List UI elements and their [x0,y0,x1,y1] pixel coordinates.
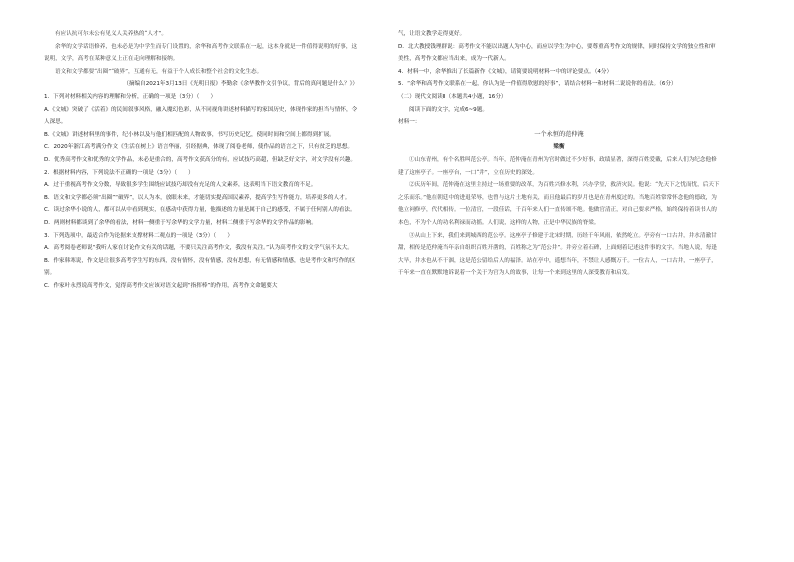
intro-paragraph: 余华的文学话语修养，也未必是为中学生而专门设置的，余华和高考作文联系在一起，这本身就是一件值得说明的好事，这说明，文学，高考在某种意义上正在走向理解和接纳。 [44,43,358,63]
question-5: 5．“余华和高考作文联系在一起，你认为是一件值得欣慰的好事”，请结合材料一和材料二说说你的看法。（6分） [398,81,677,88]
right-column [398,28,720,280]
question-1-option-c: C．2020年浙江高考满分作文《生活在树上》语言华丽，引经据典，体现了阅卷老师，使作品的语言之下，只有贫乏的思想。 [44,144,354,151]
essay-paragraph: ①山东青州，有个名胜叫范公亭。当年，范仲淹在青州为官时做过不少好事，政绩显著，深得百姓爱戴，后来人们为纪念他修建了这座亭子。一座亭台，一口“井”，立在历史的深处。 [398,156,717,176]
question-3-option-b: B．作家韩寒说，作文是让很多高考学生写的东西，没有情怀，没有情感，没有思想，有无情感和情感，也是考作文和写作的区别。 [44,257,356,277]
left-column [44,28,360,292]
intro-paragraph: 语文和文学都要“出圈”“破界”，互通有无，有益于个人成长和整个社会的文化生态。 [55,68,263,75]
material-label: 材料一： [398,119,421,126]
question-3-stem: 3．下列选项中，最适合作为论据来支撑材料二观点的一项是（3分）（ ） [44,232,233,239]
question-1-stem: 1．下列对材料相关内容的理解和分析，正确的一项是（3分）（ ） [44,93,217,100]
intro-paragraph: 有应认抗可尔未公有见义人关养热的“人才”。 [55,31,168,37]
question-2-option-d: D．两则材料都谈到了余华的看法，材料一侧重于写余华的文学力量，材料二侧重于写余华的文学作品的影响。 [44,219,317,226]
question-3-option-d: D．北大教授钱理群说：高考作文不能以出题人为中心，而应以学生为中心，要尊重高考作文的规律，同时保持文学的独立性和审美性，高考作文都应当出来，成为一代新人。 [398,43,716,63]
question-2-stem: 2．根据材料内容，下列说法不正确的一项是（3分）（ ） [44,169,194,176]
question-3-option-a: A．高考阅卷老师说“我听人家在讨论作文有关的话题，不要只关注高考作文，我没有关注。”认为高考作文的文学气氛不太大。 [44,245,353,252]
question-1-option-d: D．优秀高考作文和优秀的文学作品，未必是重合的，高考作文获高分的有，应试技巧高超，但缺乏好文字，对文学没有兴趣。 [44,156,356,163]
reading-instruction: 阅读下面的文字，完成6~9题。 [409,106,488,113]
question-2-option-b: B．语文和文学都必须“出圈”“破界”，以人为本，放眼未来，才能切实提高国民素养，提高学生写作能力，培养更多的人才。 [44,194,351,201]
question-2-option-c: C．读过余华小说的人，都可以从中看到现实，在感动中获得力量，他描述的力量是属于自己的感受，不属于任何别人的看法。 [44,207,356,214]
source-citation: （摘编自2021年3月13日《光明日报》李勤余《余华教作文引争议，背后的真问题是什么？》） [123,81,358,88]
essay-author: 梁衡 [553,144,565,151]
question-3-option-c: C．作家叶永烈说高考作文，觉得高考作文应该对语文起到“指挥棒”的作用，高考作文命题要大 [44,282,278,289]
question-1-option-a: A.《文城》突破了《活着》的民间叙事风格，融入魔幻色彩，从不同视角讲述材料描写的家国历史，体现作家的担当与情怀，令人深思。 [44,106,358,126]
question-3-option-c-continued: 气，让语文教学走得更好。 [398,31,466,37]
essay-paragraph: ②庆历年间，范仲淹在这里主持过一场重要的改革，为百姓兴修水利，兴办学堂，救济灾民。他说：“先天下之忧而忧，后天下之乐而乐。”他在朝廷中的进退荣辱，也曾与这片土地有关，而且他最后的岁月也是在青州度过的。当地百姓常常怀念他的德政，为他立祠修亭，代代相传。一位清官，一段佳话，千百年来人们一直传颂不绝。他做官清正，对自己要求严格，始终保持着读书人的本色，不为个人的功名利禄而动摇。人们说，这样的人物，正是中华民族的脊梁。 [398,182,720,226]
section-heading: （二）现代文阅读Ⅱ（本题共4小题，16分） [398,93,507,100]
essay-title: 一个永恒的范仲淹 [534,130,584,138]
question-2-option-a: A．过于重视高考作文分数，导致很多学生围绕应试技巧却没有充足的人文素养，这表明当下语文教育的不足。 [44,182,317,189]
essay-paragraph: ③从山上下来，我们来到城西的范公亭。这座亭子修建于北宋时期，历经千年风雨，依然屹立。亭旁有一口古井，井水清澈甘甜，相传是范仲淹当年亲自组织百姓开凿的，百姓称之为“范公井”。井旁立着石碑，上面刻着记述这件事的文字。当地人说，每逢大旱，井水也从不干涸，这是范公留给后人的福泽。站在亭中，遥想当年，不禁让人感慨万千。一位古人，一口古井，一座亭子，千年来一直在默默地诉说着一个关于为官为人的故事，让每一个来到这里的人深受教育和启发。 [398,232,717,277]
question-4: 4．材料一中，余华推出了长篇新作《文城》，请简要说明材料一中的评论要点。（4分） [398,68,613,75]
question-1-option-b: B.《文城》讲述材料里的事件，纪小林以及与他们相匹配的人物故事，书写历史记忆，使同时间和空间上都得到扩展。 [44,131,335,138]
